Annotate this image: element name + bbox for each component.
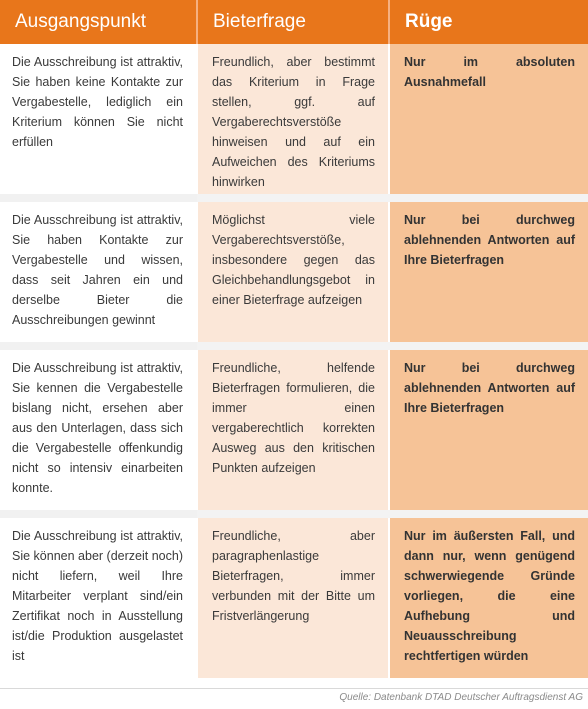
cell-ausgangspunkt: Die Ausschreibung ist attraktiv, Sie können aber (derzeit noch) nicht liefern, weil Ihre Mitarbeiter verplant sind/ein Zertifikat noch in Ausstellung ist/die Produktion ausgelastet ist — [0, 518, 197, 678]
source-note: Quelle: Datenbank DTAD Deutscher Auftragsdienst AG — [339, 692, 583, 703]
table-header-row — [0, 0, 588, 44]
cell-bieterfrage: Freundliche, helfende Bieterfragen formulieren, die immer einen vergaberechtlich korrekten Ausweg aus den kritischen Punkten aufzeigen — [197, 350, 389, 510]
divider-cell — [0, 194, 197, 202]
cell-bieterfrage: Freundlich, aber bestimmt das Kriterium in Frage stellen, ggf. auf Vergaberechtsverstöße hinweisen und auf ein Aufweichen des Kriteriums hinwirken — [197, 44, 389, 194]
divider-cell — [197, 194, 389, 202]
cell-ruege: Nur im äußersten Fall, und dann nur, wenn genügend schwerwiegende Gründe vorliegen, die eine Aufhebung und Neuausschreibung rechtfertigen würden — [389, 518, 588, 678]
cell-ausgangspunkt: Die Ausschreibung ist attraktiv, Sie kennen die Vergabestelle bislang nicht, ersehen aber aus den Unterlagen, dass sich die Vergabestelle offenkundig nicht so intensiv einarbeiten konnte. — [0, 350, 197, 510]
divider-cell — [197, 342, 389, 350]
table-row — [0, 44, 588, 194]
header-ruege: Rüge — [389, 0, 588, 44]
cell-bieterfrage: Freundliche, aber paragraphenlastige Bieterfragen, immer verbunden mit der Bitte um Fristverlängerung — [197, 518, 389, 678]
cell-ruege: Nur bei durchweg ablehnenden Antworten auf Ihre Bieterfragen — [389, 202, 588, 342]
cell-ausgangspunkt: Die Ausschreibung ist attraktiv, Sie haben keine Kontakte zur Vergabestelle, lediglich ein Kriterium können Sie nicht erfüllen — [0, 44, 197, 194]
row-divider — [0, 194, 588, 202]
divider-cell — [0, 510, 197, 518]
table-row — [0, 350, 588, 510]
cell-ausgangspunkt: Die Ausschreibung ist attraktiv, Sie haben Kontakte zur Vergabestelle und wissen, dass seit Jahren ein und derselbe Bieter die Ausschreibungen gewinnt — [0, 202, 197, 342]
divider-cell — [389, 510, 588, 518]
row-divider — [0, 342, 588, 350]
cell-bieterfrage: Möglichst viele Vergaberechtsverstöße, insbesondere gegen das Gleichbehandlungsgebot in einer Bieterfrage aufzeigen — [197, 202, 389, 342]
divider-cell — [0, 342, 197, 350]
row-divider — [0, 510, 588, 518]
cell-ruege: Nur im absoluten Ausnahmefall — [389, 44, 588, 194]
header-bieterfrage: Bieterfrage — [197, 0, 389, 44]
cell-ruege: Nur bei durchweg ablehnenden Antworten auf Ihre Bieterfragen — [389, 350, 588, 510]
divider-cell — [197, 510, 389, 518]
source-footer — [0, 688, 588, 709]
table-row — [0, 202, 588, 342]
divider-cell — [389, 342, 588, 350]
table-row — [0, 518, 588, 678]
divider-cell — [389, 194, 588, 202]
header-ausgangspunkt: Ausgangspunkt — [0, 0, 197, 44]
